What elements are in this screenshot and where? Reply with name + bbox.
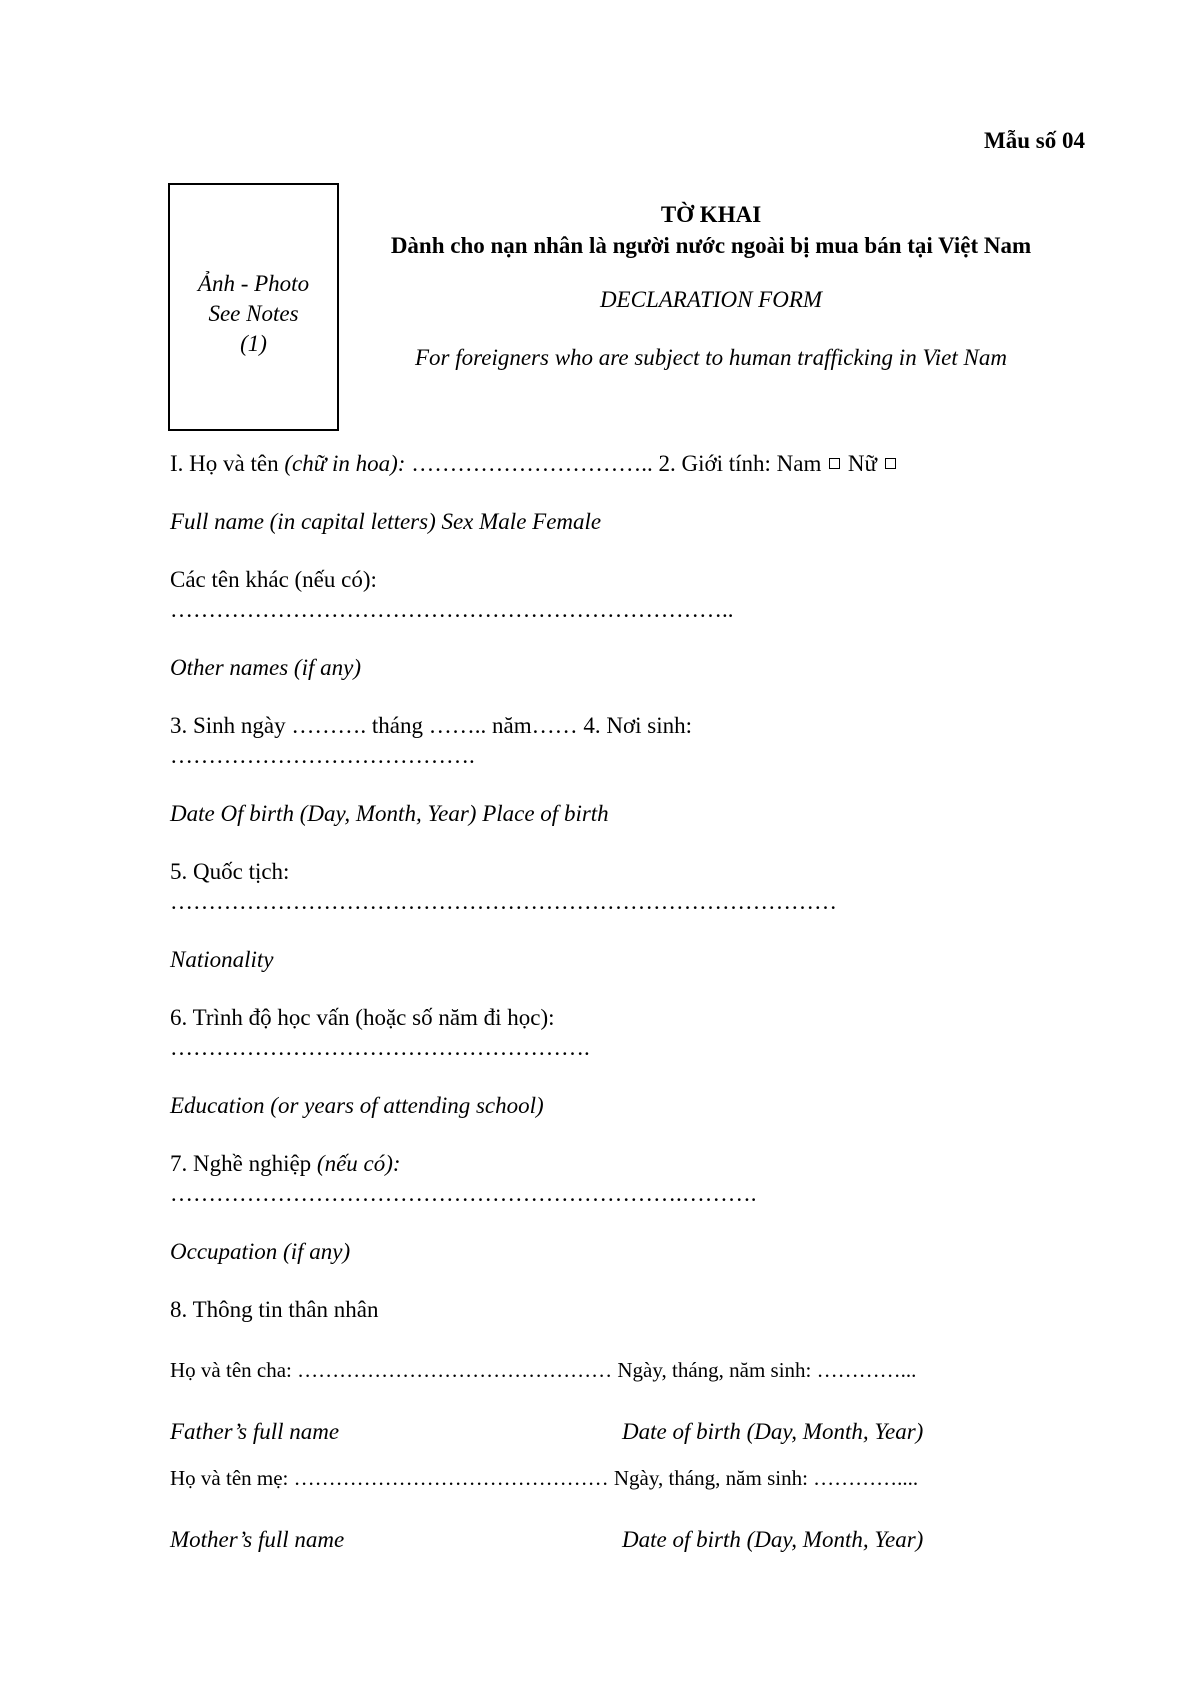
full-name-label: I. Họ và tên — [170, 451, 285, 476]
form-title: TỜ KHAI — [660, 202, 762, 227]
photo-notes-label: See Notes — [208, 301, 299, 326]
full-name-label-note: (chữ in hoa): — [284, 451, 406, 476]
education-field[interactable]: ………………………………………………. — [170, 1035, 590, 1060]
full-name-en: Full name (in capital letters) Sex Male Female — [170, 509, 602, 534]
other-names-field[interactable]: ……………………………………………………………….. — [170, 597, 734, 622]
other-names-label: Các tên khác (nếu có): — [170, 567, 377, 592]
sex-label: 2. Giới tính: Nam — [658, 451, 822, 476]
form-title-en: DECLARATION FORM — [599, 287, 823, 312]
form-subtitle-en: For foreigners who are subject to human trafficking in Viet Nam — [415, 345, 1007, 370]
photo-box — [168, 183, 339, 431]
birth-en: Date Of birth (Day, Month, Year) Place of birth — [170, 801, 609, 826]
sex-male-checkbox[interactable] — [829, 458, 840, 469]
father-en: Father’s full name — [170, 1419, 340, 1444]
nationality-en: Nationality — [170, 947, 274, 972]
photo-note-number: (1) — [240, 331, 267, 356]
sex-female-checkbox[interactable] — [885, 458, 896, 469]
occupation-label-note: (nếu có): — [316, 1151, 401, 1176]
nationality-field[interactable]: …………………………………………………………………………… — [170, 889, 837, 914]
occupation-field[interactable]: ………………………………………………………….………. — [170, 1181, 757, 1206]
occupation-row — [170, 1150, 401, 1178]
occupation-label: 7. Nghề nghiệp — [170, 1151, 317, 1176]
nationality-label: 5. Quốc tịch: — [170, 859, 290, 884]
full-name-field[interactable]: ………………………….. — [405, 451, 659, 476]
mother-row[interactable]: Họ và tên mẹ: ……………………………………… Ngày, tháng, năm sinh: ………….... — [170, 1466, 919, 1490]
relatives-label: 8. Thông tin thân nhân — [170, 1297, 379, 1322]
form-subtitle: Dành cho nạn nhân là người nước ngoài bị mua bán tại Việt Nam — [390, 233, 1032, 258]
place-of-birth-field[interactable]: …………………………………. — [170, 743, 475, 768]
form-number: Mẫu số 04 — [984, 128, 1085, 153]
full-name-row — [170, 450, 898, 478]
other-names-en: Other names (if any) — [170, 655, 361, 680]
father-row[interactable]: Họ và tên cha: ……………………………………… Ngày, tháng, năm sinh: …………... — [170, 1358, 917, 1382]
mother-en: Mother’s full name — [170, 1527, 345, 1552]
education-label: 6. Trình độ học vấn (hoặc số năm đi học): — [170, 1005, 555, 1030]
mother-dob-en: Date of birth (Day, Month, Year) — [622, 1527, 924, 1552]
father-dob-en: Date of birth (Day, Month, Year) — [622, 1419, 924, 1444]
sex-female-label: Nữ — [847, 451, 877, 476]
education-en: Education (or years of attending school) — [170, 1093, 544, 1118]
occupation-en: Occupation (if any) — [170, 1239, 351, 1264]
photo-label: Ảnh - Photo — [197, 271, 310, 296]
birth-row: 3. Sinh ngày ………. tháng …….. năm…… 4. Nơi sinh: — [170, 713, 692, 738]
